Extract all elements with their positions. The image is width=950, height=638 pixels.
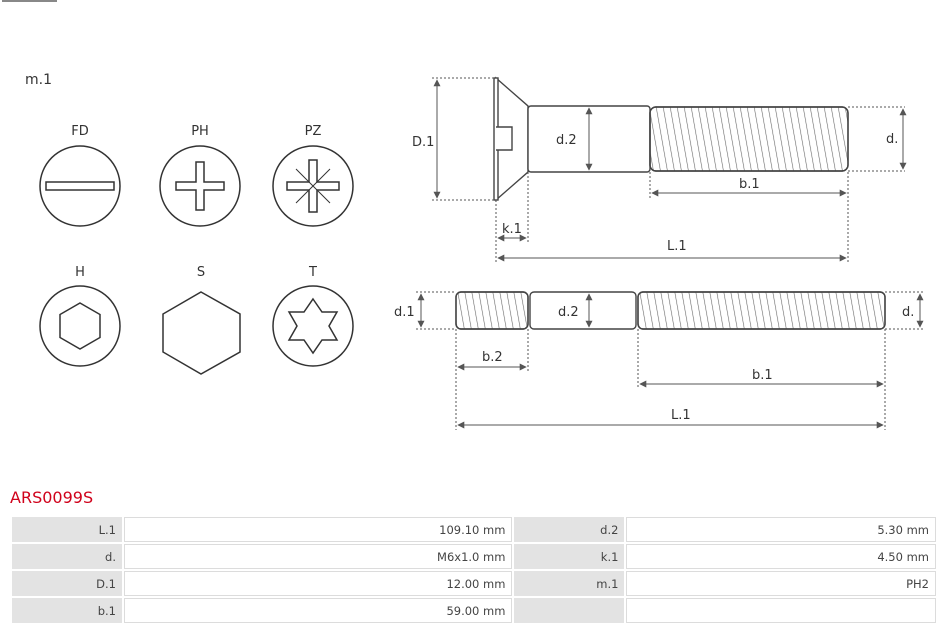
table-row — [12, 571, 936, 596]
hex-socket-icon — [40, 286, 120, 366]
flat-slot-icon — [40, 146, 120, 226]
screw-thread-len-label: b.1 — [739, 177, 760, 192]
drive-label-ph: PH — [191, 124, 209, 139]
screw-shank-dia-label: d.2 — [556, 133, 577, 148]
specs-table — [10, 515, 938, 625]
drive-label-t: T — [309, 265, 317, 280]
table-row — [12, 544, 936, 569]
stud-left-dia-label: d.1 — [394, 305, 415, 320]
table-row — [12, 598, 936, 623]
drive-label-h: H — [75, 265, 85, 280]
screw-head-height-label: k.1 — [502, 222, 522, 237]
spec-label: k.1 — [514, 544, 624, 569]
part-number: ARS0099S — [10, 488, 94, 507]
spec-value: M6x1.0 mm — [124, 544, 512, 569]
stud-total-len-label: L.1 — [671, 408, 691, 423]
spec-value: 4.50 mm — [626, 544, 936, 569]
spec-value: PH2 — [626, 571, 936, 596]
hex-head-icon — [163, 292, 240, 374]
table-row — [12, 517, 936, 542]
spec-value: 109.10 mm — [124, 517, 512, 542]
stud-left-thread-len-label: b.2 — [482, 350, 503, 365]
spec-value: 59.00 mm — [124, 598, 512, 623]
spec-label: L.1 — [12, 517, 122, 542]
spec-label: b.1 — [12, 598, 122, 623]
screw-thread-dia-label: d. — [886, 132, 899, 147]
spec-label-empty — [514, 598, 624, 623]
stud-drawing — [456, 292, 885, 329]
spec-value: 5.30 mm — [626, 517, 936, 542]
stud-right-dia-label: d. — [902, 305, 915, 320]
phillips-icon — [160, 146, 240, 226]
spec-value-empty — [626, 598, 936, 623]
pozidriv-icon — [273, 146, 353, 226]
spec-label: m.1 — [514, 571, 624, 596]
countersunk-screw-drawing — [494, 78, 848, 200]
drive-label-pz: PZ — [304, 124, 322, 139]
stud-mid-dia-label: d.2 — [558, 305, 579, 320]
spec-value: 12.00 mm — [124, 571, 512, 596]
group-label: m.1 — [25, 72, 52, 88]
torx-icon — [273, 286, 353, 366]
spec-label: d. — [12, 544, 122, 569]
spec-label: D.1 — [12, 571, 122, 596]
screw-head-dia-label: D.1 — [412, 135, 435, 150]
spec-label: d.2 — [514, 517, 624, 542]
drive-label-fd: FD — [71, 124, 89, 139]
screw-total-len-label: L.1 — [667, 239, 687, 254]
stud-right-thread-len-label: b.1 — [752, 368, 773, 383]
drive-label-s: S — [196, 265, 206, 280]
